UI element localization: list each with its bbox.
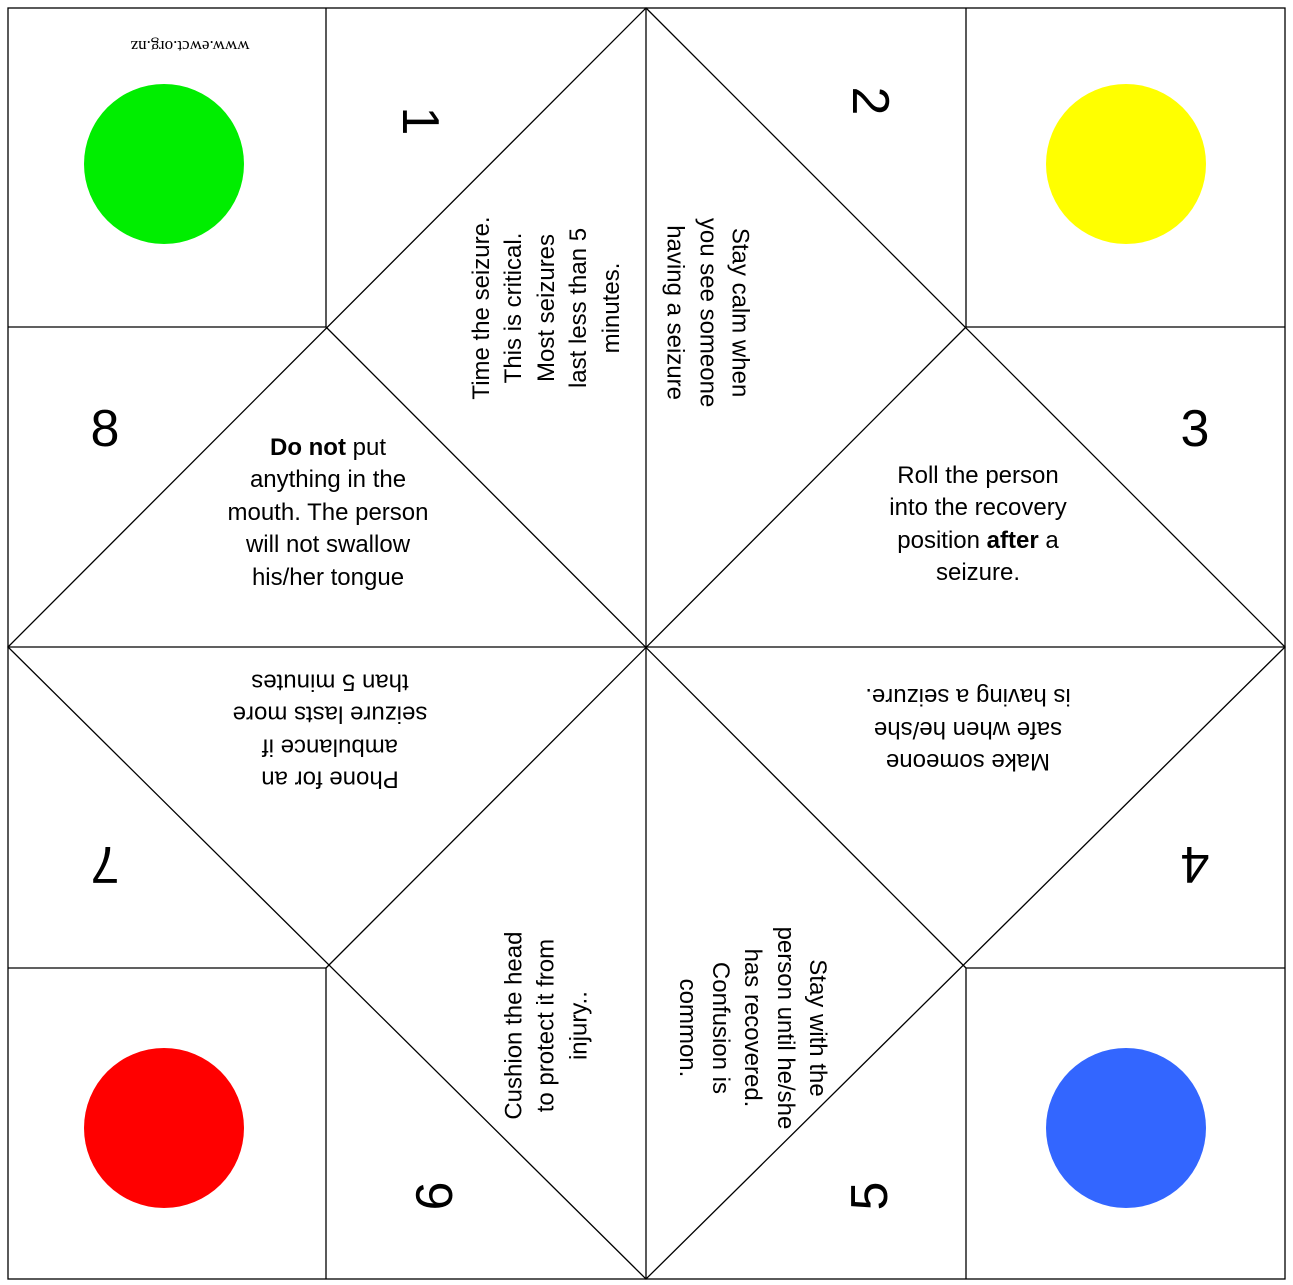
number-8: 8 [90,400,120,458]
tip-recovery-text-b: a seizure. [935,526,1059,587]
number-4: 4 [1180,835,1210,893]
tip-cushion-head: Cushion the head to protect it from injury.. [500,931,593,1120]
tip-do-not-text: put anything in the mouth. The person will not swallow his/her tongue [227,434,429,591]
red-circle [84,1048,244,1208]
tip-make-safe: Make someone safe when he/she is having a seizure. [865,683,1071,776]
number-7: 7 [90,835,120,893]
tip-do-not-bold: Do not [269,434,346,461]
number-5: 5 [841,1181,899,1211]
green-circle [84,84,244,244]
number-6: 6 [406,1181,464,1211]
number-2: 2 [841,86,899,116]
website-url: www.ewct.org.nz [130,37,250,56]
tip-stay-calm: Stay calm when you see someone having a seizure [661,217,754,408]
tip-recovery-text-a: Roll the person into the recovery position [889,462,1067,554]
tip-stay-with-person: Stay with the person until he/she has recovered. Confusion is common. [674,926,831,1130]
number-1: 1 [391,106,449,136]
tip-do-not-put [178,432,478,594]
tip-phone-ambulance: Phone for an ambulance if seizure lasts more than 5 minutes [232,668,428,793]
number-3: 3 [1180,400,1210,458]
tip-recovery-bold: after [986,526,1039,554]
tip-time-seizure: Time the seizure. This is critical. Most seizures last less than 5 minutes. [468,216,625,400]
tip-recovery-position [828,460,1128,590]
blue-circle [1046,1048,1206,1208]
yellow-circle [1046,84,1206,244]
